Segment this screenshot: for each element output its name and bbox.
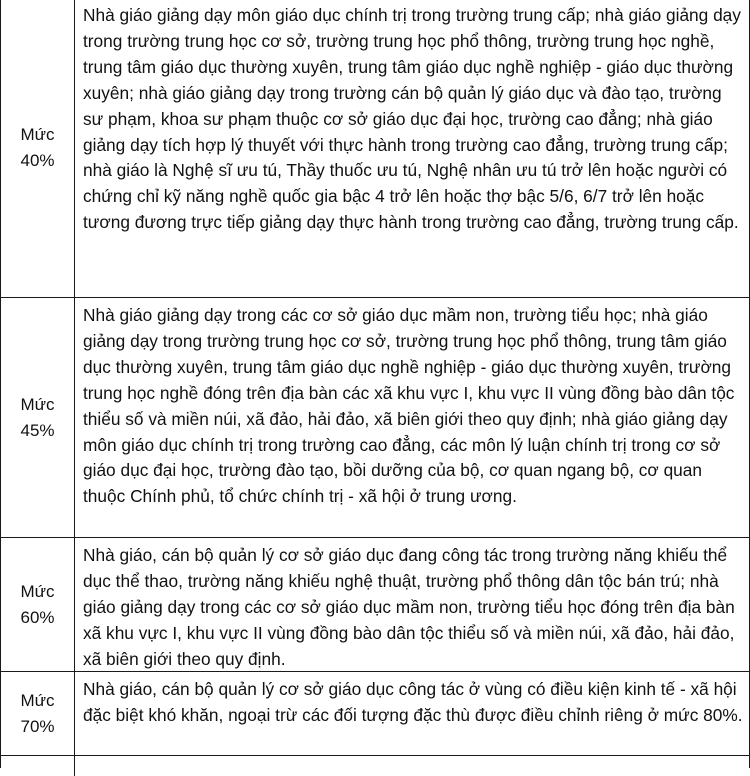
level-cell [1,298,75,537]
description-cell: Nhà giáo, cán bộ quản lý cơ sở giáo dục đang công tác trong trường năng khiếu thể dục thể thao, trường năng khiếu nghệ thuật, trường phổ thông dân tộc bán trú; nhà giáo giảng dạy trong các cơ sở giáo dục mầm non, trường tiểu học đóng trên địa bàn xã khu vực I, khu vực II vùng đồng bào dân tộc thiểu số và miền núi, xã đảo, hải đảo, xã biên giới theo quy định. [83,545,735,669]
level-cell [1,538,75,671]
level-label: Mức 45% [20,394,55,440]
level-label: Mức 70% [20,690,55,736]
level-cell [1,756,75,776]
level-cell [1,0,75,297]
level-cell [1,672,75,755]
table-row [1,0,749,298]
table-row [1,298,749,538]
level-label: Mức 40% [20,124,55,170]
table-row-partial [1,756,749,776]
description-cell: Nhà giáo, cán bộ quản lý cơ sở giáo dục công tác ở vùng có điều kiện kinh tế - xã hội đặc biệt khó khăn, ngoại trừ các đối tượng đặc thù được điều chỉnh riêng ở mức 80%. [83,679,743,725]
description-cell: Nhà giáo giảng dạy trong các cơ sở giáo dục mầm non, trường tiểu học; nhà giáo giảng dạy trong trường trung học cơ sở, trường trung học phổ thông, trung tâm giáo dục thường xuyên, trung tâm giáo dục nghề nghiệp - giáo dục thường xuyên, trường trung học nghề đóng trên địa bàn các xã khu vực I, khu vực II vùng đồng bào dân tộc thiểu số và miền núi, xã đảo, hải đảo, xã biên giới theo quy định; nhà giáo giảng dạy môn giáo dục chính trị trong trường cao đẳng, các môn lý luận chính trị trong cơ sở giáo dục đại học, trường đào tạo, bồi dưỡng của bộ, cơ quan ngang bộ, cơ quan thuộc Chính phủ, tổ chức chính trị - xã hội ở trung ương. [83,305,735,507]
table-row [1,538,749,672]
description-cell: Nhà giáo giảng dạy môn giáo dục chính trị trong trường trung cấp; nhà giáo giảng dạy trong trường trung học cơ sở, trường trung học phổ thông, trường trung học nghề, trung tâm giáo dục thường xuyên, trung tâm giáo dục nghề nghiệp - giáo dục thường xuyên; nhà giáo giảng dạy trong trường cán bộ quản lý giáo dục và đào tạo, trường sư phạm, khoa sư phạm thuộc cơ sở giáo dục đại học, trường cao đẳng; nhà giáo giảng dạy tích hợp lý thuyết với thực hành trong trường cao đẳng, trường trung cấp; nhà giáo là Nghệ sĩ ưu tú, Thầy thuốc ưu tú, Nghệ nhân ưu tú trở lên hoặc người có chứng chỉ kỹ năng nghề quốc gia bậc 4 trở lên hoặc thợ bậc 5/6, 6/7 trở lên hoặc tương đương trực tiếp giảng dạy thực hành trong trường cao đẳng, trường trung cấp. [83,5,741,233]
table-row [1,672,749,756]
level-label: Mức 60% [20,581,55,627]
